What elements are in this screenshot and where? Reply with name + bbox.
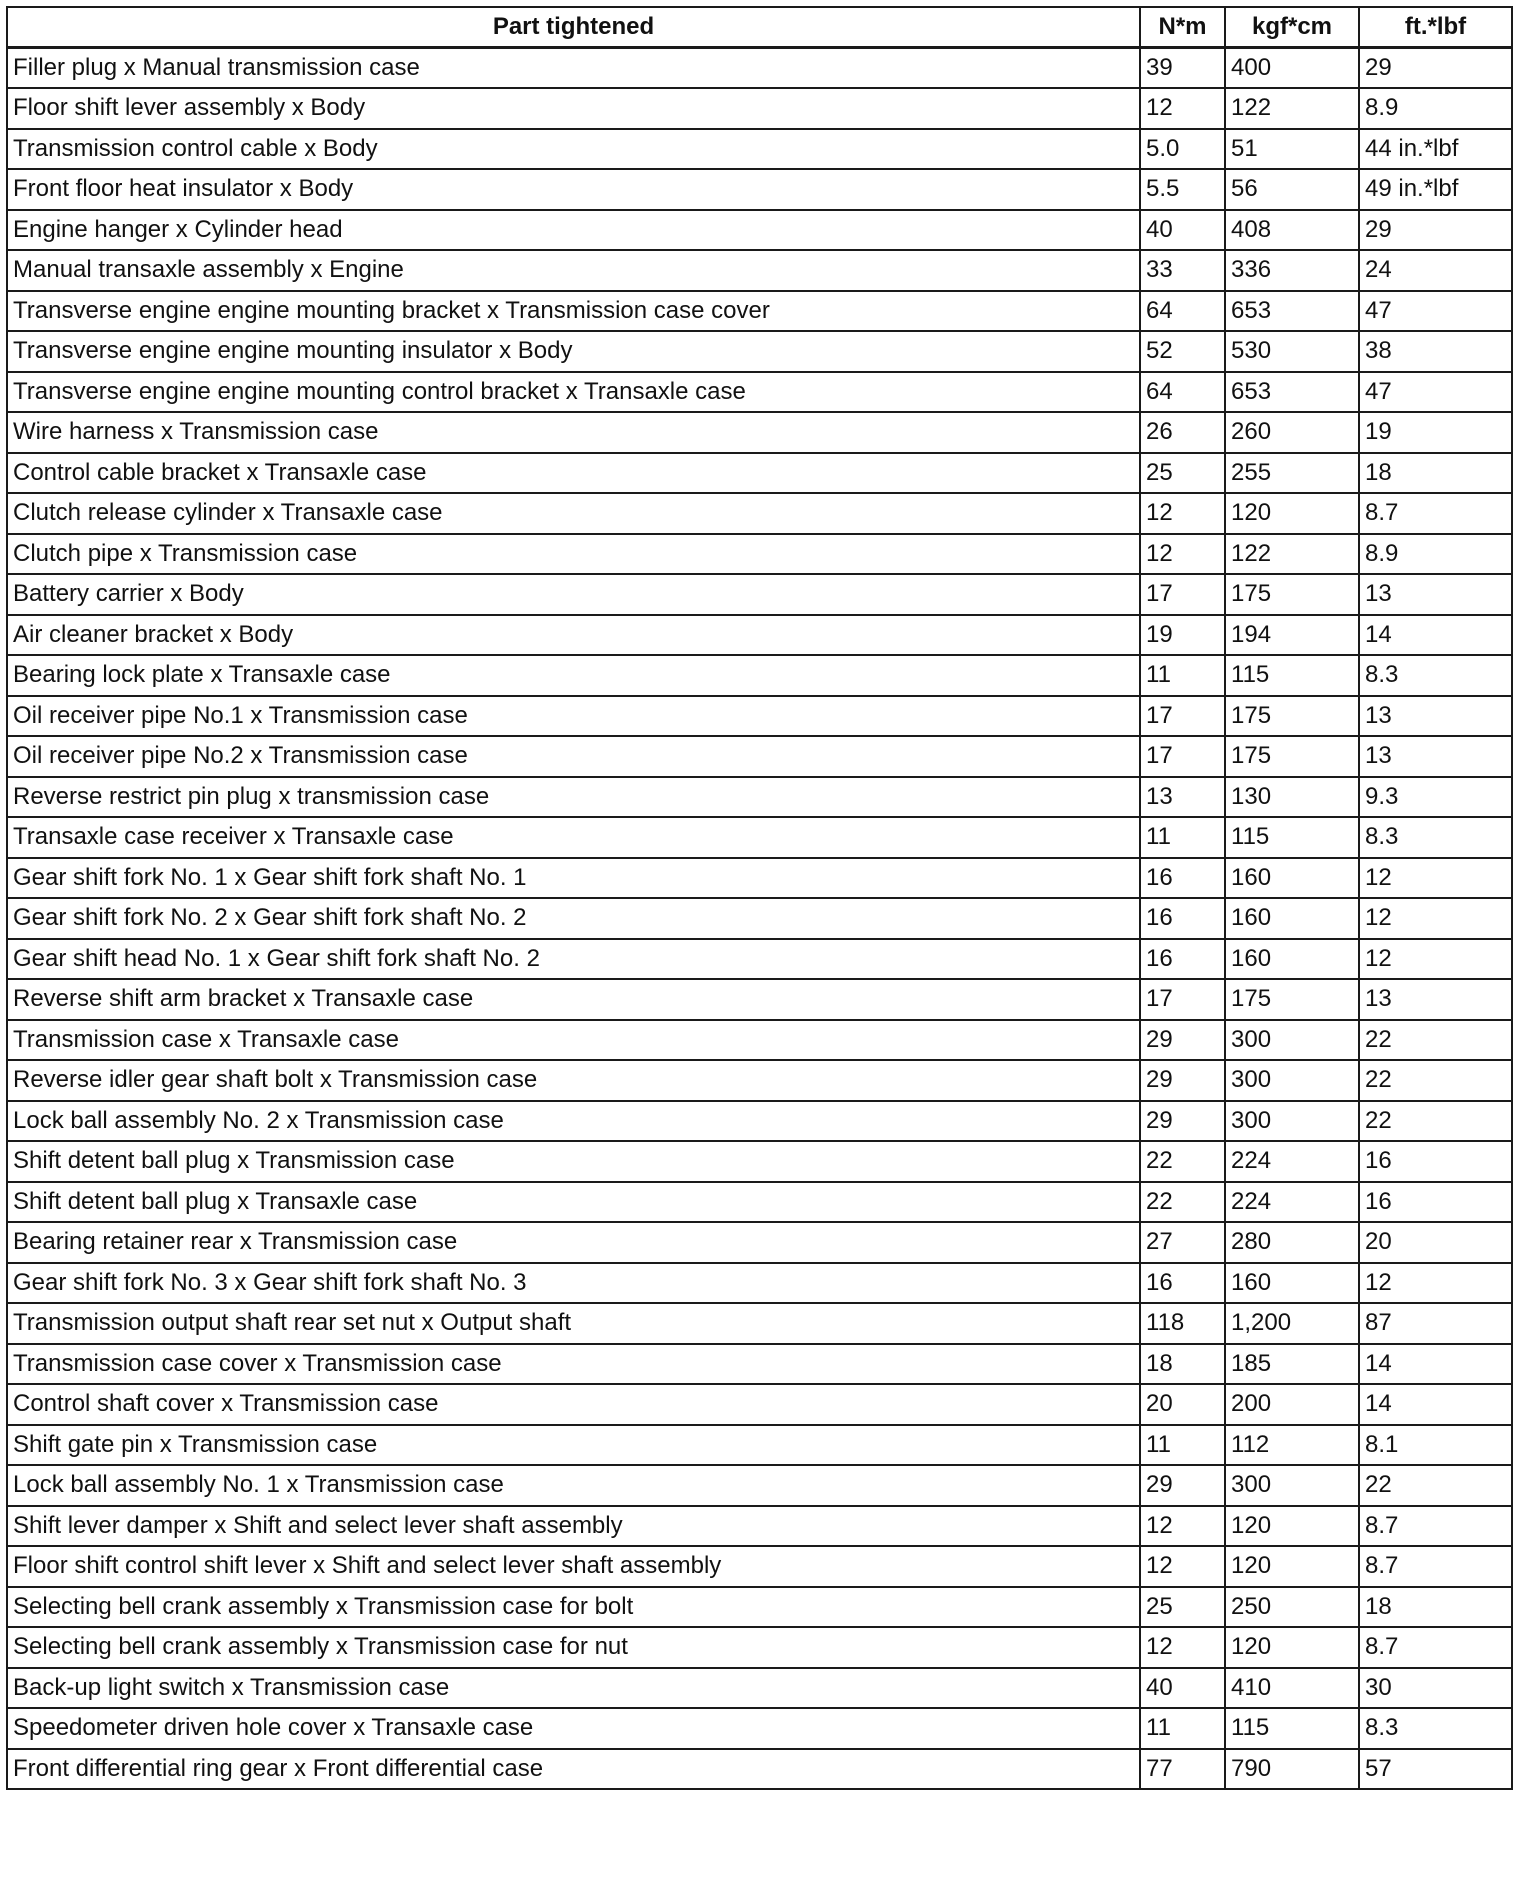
cell-kgf-cm: 175 [1225,574,1359,615]
cell-part-tightened: Gear shift fork No. 1 x Gear shift fork shaft No. 1 [7,858,1140,899]
cell-ft-lbf: 8.9 [1359,88,1512,129]
cell-kgf-cm: 280 [1225,1222,1359,1263]
cell-ft-lbf: 44 in.*lbf [1359,129,1512,170]
table-row [7,979,1512,1020]
cell-kgf-cm: 400 [1225,48,1359,89]
table-row [7,291,1512,332]
cell-newton-meter: 12 [1140,1627,1225,1668]
cell-newton-meter: 29 [1140,1101,1225,1142]
cell-newton-meter: 12 [1140,493,1225,534]
cell-newton-meter: 5.5 [1140,169,1225,210]
cell-part-tightened: Bearing lock plate x Transaxle case [7,655,1140,696]
table-row [7,615,1512,656]
table-row [7,129,1512,170]
cell-kgf-cm: 653 [1225,372,1359,413]
cell-kgf-cm: 175 [1225,979,1359,1020]
cell-newton-meter: 52 [1140,331,1225,372]
cell-newton-meter: 22 [1140,1141,1225,1182]
cell-part-tightened: Filler plug x Manual transmission case [7,48,1140,89]
table-row [7,1668,1512,1709]
cell-ft-lbf: 29 [1359,48,1512,89]
table-row [7,696,1512,737]
cell-kgf-cm: 1,200 [1225,1303,1359,1344]
cell-ft-lbf: 57 [1359,1749,1512,1790]
cell-ft-lbf: 12 [1359,939,1512,980]
cell-part-tightened: Shift gate pin x Transmission case [7,1425,1140,1466]
table-row [7,1384,1512,1425]
cell-newton-meter: 11 [1140,1708,1225,1749]
cell-kgf-cm: 224 [1225,1141,1359,1182]
table-row [7,1465,1512,1506]
cell-kgf-cm: 250 [1225,1587,1359,1628]
cell-newton-meter: 13 [1140,777,1225,818]
cell-ft-lbf: 13 [1359,979,1512,1020]
cell-ft-lbf: 29 [1359,210,1512,251]
cell-kgf-cm: 112 [1225,1425,1359,1466]
cell-ft-lbf: 13 [1359,696,1512,737]
table-row [7,331,1512,372]
cell-kgf-cm: 260 [1225,412,1359,453]
cell-newton-meter: 40 [1140,210,1225,251]
cell-kgf-cm: 530 [1225,331,1359,372]
cell-part-tightened: Gear shift head No. 1 x Gear shift fork shaft No. 2 [7,939,1140,980]
table-row [7,817,1512,858]
cell-newton-meter: 11 [1140,817,1225,858]
cell-newton-meter: 5.0 [1140,129,1225,170]
cell-newton-meter: 26 [1140,412,1225,453]
table-row [7,1222,1512,1263]
cell-ft-lbf: 30 [1359,1668,1512,1709]
cell-ft-lbf: 8.3 [1359,1708,1512,1749]
cell-ft-lbf: 13 [1359,574,1512,615]
table-row [7,1546,1512,1587]
cell-ft-lbf: 9.3 [1359,777,1512,818]
cell-ft-lbf: 8.7 [1359,1546,1512,1587]
cell-newton-meter: 11 [1140,1425,1225,1466]
cell-ft-lbf: 22 [1359,1060,1512,1101]
cell-part-tightened: Floor shift control shift lever x Shift and select lever shaft assembly [7,1546,1140,1587]
cell-part-tightened: Clutch release cylinder x Transaxle case [7,493,1140,534]
cell-newton-meter: 16 [1140,1263,1225,1304]
cell-newton-meter: 19 [1140,615,1225,656]
table-row [7,1425,1512,1466]
table-row [7,858,1512,899]
cell-kgf-cm: 122 [1225,88,1359,129]
cell-kgf-cm: 130 [1225,777,1359,818]
cell-part-tightened: Transverse engine engine mounting bracket x Transmission case cover [7,291,1140,332]
cell-newton-meter: 33 [1140,250,1225,291]
cell-newton-meter: 64 [1140,372,1225,413]
cell-part-tightened: Air cleaner bracket x Body [7,615,1140,656]
table-row [7,1263,1512,1304]
table-row [7,1020,1512,1061]
cell-ft-lbf: 8.9 [1359,534,1512,575]
cell-newton-meter: 12 [1140,1506,1225,1547]
cell-part-tightened: Selecting bell crank assembly x Transmission case for bolt [7,1587,1140,1628]
cell-ft-lbf: 8.7 [1359,493,1512,534]
cell-newton-meter: 16 [1140,939,1225,980]
table-body [7,48,1512,1790]
table-row [7,169,1512,210]
cell-kgf-cm: 790 [1225,1749,1359,1790]
cell-part-tightened: Front differential ring gear x Front differential case [7,1749,1140,1790]
cell-ft-lbf: 19 [1359,412,1512,453]
cell-ft-lbf: 8.7 [1359,1506,1512,1547]
cell-kgf-cm: 653 [1225,291,1359,332]
cell-kgf-cm: 115 [1225,655,1359,696]
table-row [7,250,1512,291]
cell-part-tightened: Floor shift lever assembly x Body [7,88,1140,129]
cell-newton-meter: 29 [1140,1060,1225,1101]
cell-newton-meter: 12 [1140,1546,1225,1587]
cell-kgf-cm: 336 [1225,250,1359,291]
cell-part-tightened: Manual transaxle assembly x Engine [7,250,1140,291]
cell-kgf-cm: 194 [1225,615,1359,656]
cell-kgf-cm: 410 [1225,1668,1359,1709]
table-row [7,939,1512,980]
cell-newton-meter: 16 [1140,898,1225,939]
cell-ft-lbf: 14 [1359,615,1512,656]
cell-part-tightened: Transmission control cable x Body [7,129,1140,170]
cell-kgf-cm: 122 [1225,534,1359,575]
table-row [7,412,1512,453]
header-newton-meter: N*m [1140,7,1225,48]
table-row [7,1344,1512,1385]
table-row [7,655,1512,696]
cell-newton-meter: 11 [1140,655,1225,696]
cell-part-tightened: Transaxle case receiver x Transaxle case [7,817,1140,858]
cell-part-tightened: Lock ball assembly No. 2 x Transmission case [7,1101,1140,1142]
table-row [7,574,1512,615]
cell-part-tightened: Wire harness x Transmission case [7,412,1140,453]
cell-kgf-cm: 160 [1225,939,1359,980]
cell-ft-lbf: 38 [1359,331,1512,372]
cell-part-tightened: Transverse engine engine mounting control bracket x Transaxle case [7,372,1140,413]
header-ft-lbf: ft.*lbf [1359,7,1512,48]
table-row [7,1627,1512,1668]
cell-part-tightened: Selecting bell crank assembly x Transmission case for nut [7,1627,1140,1668]
cell-kgf-cm: 120 [1225,1506,1359,1547]
cell-newton-meter: 12 [1140,88,1225,129]
cell-part-tightened: Clutch pipe x Transmission case [7,534,1140,575]
cell-ft-lbf: 49 in.*lbf [1359,169,1512,210]
cell-part-tightened: Back-up light switch x Transmission case [7,1668,1140,1709]
table-row [7,1141,1512,1182]
cell-part-tightened: Transmission case cover x Transmission case [7,1344,1140,1385]
cell-part-tightened: Reverse shift arm bracket x Transaxle case [7,979,1140,1020]
cell-kgf-cm: 224 [1225,1182,1359,1223]
cell-part-tightened: Shift detent ball plug x Transmission case [7,1141,1140,1182]
cell-ft-lbf: 12 [1359,858,1512,899]
cell-kgf-cm: 120 [1225,1546,1359,1587]
cell-ft-lbf: 14 [1359,1384,1512,1425]
cell-part-tightened: Transmission output shaft rear set nut x Output shaft [7,1303,1140,1344]
cell-kgf-cm: 175 [1225,736,1359,777]
cell-part-tightened: Oil receiver pipe No.1 x Transmission case [7,696,1140,737]
cell-part-tightened: Shift lever damper x Shift and select lever shaft assembly [7,1506,1140,1547]
table-row [7,210,1512,251]
cell-part-tightened: Transverse engine engine mounting insulator x Body [7,331,1140,372]
cell-newton-meter: 40 [1140,1668,1225,1709]
table-row [7,1060,1512,1101]
table-row [7,1708,1512,1749]
cell-newton-meter: 25 [1140,453,1225,494]
cell-newton-meter: 29 [1140,1465,1225,1506]
cell-part-tightened: Speedometer driven hole cover x Transaxle case [7,1708,1140,1749]
cell-ft-lbf: 16 [1359,1141,1512,1182]
table-row [7,736,1512,777]
cell-part-tightened: Gear shift fork No. 2 x Gear shift fork shaft No. 2 [7,898,1140,939]
table-row [7,1749,1512,1790]
table-row [7,1506,1512,1547]
cell-newton-meter: 17 [1140,574,1225,615]
cell-part-tightened: Gear shift fork No. 3 x Gear shift fork shaft No. 3 [7,1263,1140,1304]
cell-part-tightened: Front floor heat insulator x Body [7,169,1140,210]
table-row [7,777,1512,818]
cell-kgf-cm: 255 [1225,453,1359,494]
cell-newton-meter: 17 [1140,696,1225,737]
table-row [7,1182,1512,1223]
cell-part-tightened: Control shaft cover x Transmission case [7,1384,1140,1425]
cell-newton-meter: 20 [1140,1384,1225,1425]
cell-kgf-cm: 160 [1225,898,1359,939]
table-row [7,1303,1512,1344]
cell-newton-meter: 16 [1140,858,1225,899]
cell-kgf-cm: 200 [1225,1384,1359,1425]
table-row [7,898,1512,939]
cell-part-tightened: Reverse restrict pin plug x transmission case [7,777,1140,818]
cell-newton-meter: 22 [1140,1182,1225,1223]
cell-ft-lbf: 87 [1359,1303,1512,1344]
cell-part-tightened: Battery carrier x Body [7,574,1140,615]
cell-kgf-cm: 300 [1225,1020,1359,1061]
cell-part-tightened: Transmission case x Transaxle case [7,1020,1140,1061]
cell-newton-meter: 27 [1140,1222,1225,1263]
cell-ft-lbf: 12 [1359,1263,1512,1304]
cell-ft-lbf: 24 [1359,250,1512,291]
cell-ft-lbf: 20 [1359,1222,1512,1263]
cell-ft-lbf: 22 [1359,1020,1512,1061]
cell-part-tightened: Reverse idler gear shaft bolt x Transmission case [7,1060,1140,1101]
table-row [7,534,1512,575]
cell-ft-lbf: 8.1 [1359,1425,1512,1466]
table-header-row [7,7,1512,48]
cell-ft-lbf: 12 [1359,898,1512,939]
cell-kgf-cm: 120 [1225,1627,1359,1668]
cell-newton-meter: 77 [1140,1749,1225,1790]
cell-kgf-cm: 120 [1225,493,1359,534]
cell-part-tightened: Shift detent ball plug x Transaxle case [7,1182,1140,1223]
cell-kgf-cm: 160 [1225,1263,1359,1304]
cell-kgf-cm: 175 [1225,696,1359,737]
cell-ft-lbf: 8.7 [1359,1627,1512,1668]
cell-ft-lbf: 47 [1359,291,1512,332]
cell-kgf-cm: 408 [1225,210,1359,251]
header-part-tightened: Part tightened [7,7,1140,48]
cell-ft-lbf: 18 [1359,1587,1512,1628]
cell-part-tightened: Oil receiver pipe No.2 x Transmission case [7,736,1140,777]
cell-newton-meter: 17 [1140,736,1225,777]
cell-ft-lbf: 13 [1359,736,1512,777]
table-row [7,1587,1512,1628]
cell-newton-meter: 29 [1140,1020,1225,1061]
cell-part-tightened: Lock ball assembly No. 1 x Transmission case [7,1465,1140,1506]
cell-kgf-cm: 300 [1225,1101,1359,1142]
cell-kgf-cm: 115 [1225,1708,1359,1749]
cell-kgf-cm: 300 [1225,1465,1359,1506]
cell-kgf-cm: 56 [1225,169,1359,210]
table-row [7,453,1512,494]
cell-kgf-cm: 185 [1225,1344,1359,1385]
cell-ft-lbf: 22 [1359,1101,1512,1142]
header-kgf-cm: kgf*cm [1225,7,1359,48]
cell-ft-lbf: 16 [1359,1182,1512,1223]
cell-ft-lbf: 14 [1359,1344,1512,1385]
cell-newton-meter: 18 [1140,1344,1225,1385]
cell-ft-lbf: 18 [1359,453,1512,494]
cell-kgf-cm: 115 [1225,817,1359,858]
table-row [7,493,1512,534]
table-row [7,48,1512,89]
cell-newton-meter: 17 [1140,979,1225,1020]
cell-ft-lbf: 8.3 [1359,655,1512,696]
cell-kgf-cm: 51 [1225,129,1359,170]
cell-kgf-cm: 300 [1225,1060,1359,1101]
cell-part-tightened: Control cable bracket x Transaxle case [7,453,1140,494]
cell-part-tightened: Engine hanger x Cylinder head [7,210,1140,251]
cell-part-tightened: Bearing retainer rear x Transmission case [7,1222,1140,1263]
cell-newton-meter: 25 [1140,1587,1225,1628]
cell-newton-meter: 39 [1140,48,1225,89]
cell-newton-meter: 64 [1140,291,1225,332]
cell-kgf-cm: 160 [1225,858,1359,899]
cell-ft-lbf: 8.3 [1359,817,1512,858]
cell-newton-meter: 118 [1140,1303,1225,1344]
table-row [7,88,1512,129]
table-row [7,372,1512,413]
cell-ft-lbf: 47 [1359,372,1512,413]
torque-specification-table [6,6,1513,1790]
cell-newton-meter: 12 [1140,534,1225,575]
cell-ft-lbf: 22 [1359,1465,1512,1506]
table-row [7,1101,1512,1142]
